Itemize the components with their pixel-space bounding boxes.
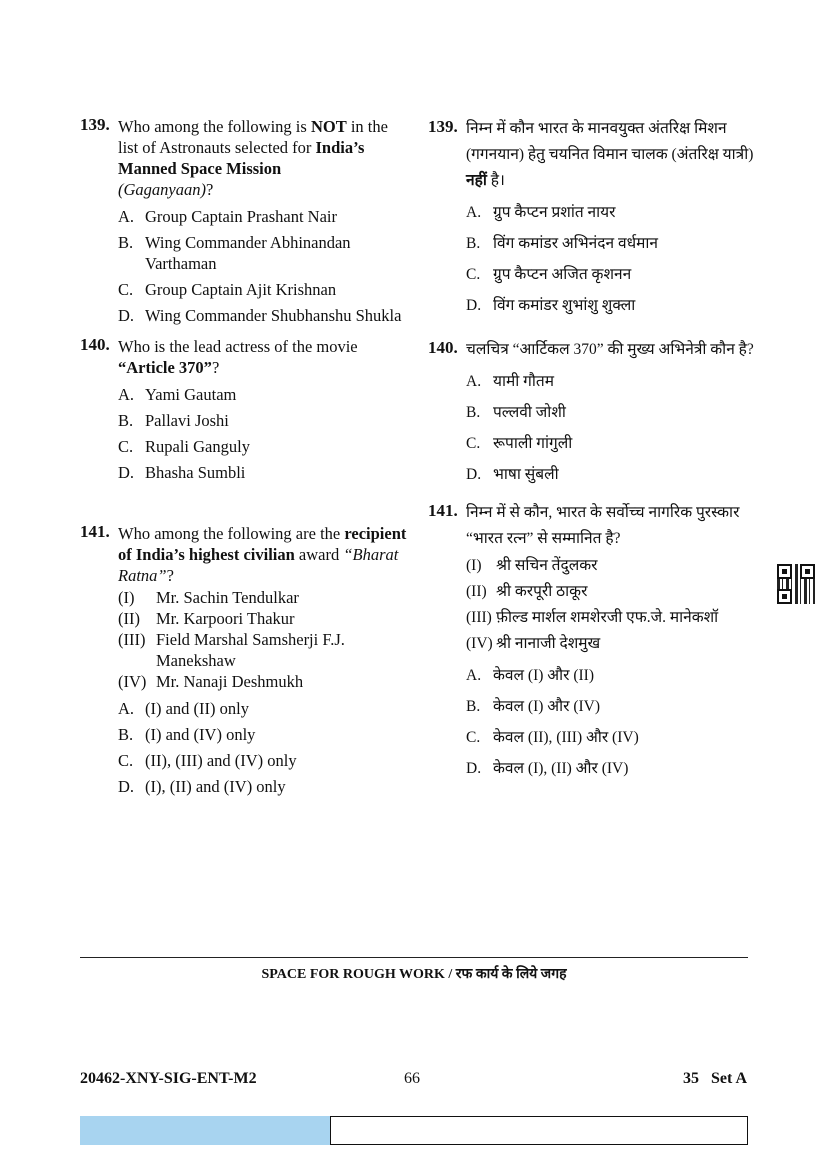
statement-list	[118, 587, 410, 692]
option-c[interactable]: C. ग्रुप कैप्टन अजित कृशनन	[466, 266, 632, 283]
question-text: निम्न में कौन भारत के मानवयुक्त अंतरिक्ष मिशन (गगनयान) हेतु चयनित विमान चालक (अंतरिक्ष यात्री) नहीं है।	[466, 120, 754, 189]
statement-item: (IV) Mr. Nanaji Deshmukh	[118, 672, 304, 691]
options-list	[118, 384, 410, 483]
option-a[interactable]: A. Group Captain Prashant Nair	[118, 207, 337, 226]
option-c[interactable]: C. केवल (II), (III) और (IV)	[466, 729, 639, 746]
option-a[interactable]: A. यामी गौतम	[466, 373, 555, 390]
option-c[interactable]: C. Rupali Ganguly	[118, 437, 250, 456]
statement-item: (IV) श्री नानाजी देशमुख	[466, 635, 601, 652]
option-b[interactable]: B. विंग कमांडर अभिनंदन वर्धमान	[466, 235, 659, 252]
option-d[interactable]: D. (I), (II) and (IV) only	[118, 777, 286, 796]
question-text: Who among the following is NOT in the list of Astronauts selected for India’s Manned Space Mission (Gaganyaan)?	[118, 117, 388, 199]
statement-item: (I) Mr. Sachin Tendulkar	[118, 588, 299, 607]
question-number: 141.	[428, 501, 458, 520]
question-139-hi	[428, 116, 758, 319]
option-c[interactable]: C. रूपाली गांगुली	[466, 435, 573, 452]
option-a[interactable]: A. Yami Gautam	[118, 385, 237, 404]
divider	[80, 957, 748, 958]
qr-finder-icon	[777, 564, 792, 579]
paper-code: 20462-XNY-SIG-ENT-M2	[80, 1070, 257, 1087]
option-a[interactable]: A. (I) and (II) only	[118, 699, 249, 718]
option-d[interactable]: D. विंग कमांडर शुभांशु शुक्ला	[466, 297, 636, 314]
page-number: 66	[404, 1070, 420, 1087]
set-info: 35 Set A	[683, 1070, 747, 1087]
qr-finder-icon	[800, 564, 815, 579]
option-b[interactable]: B. केवल (I) और (IV)	[466, 698, 601, 715]
question-139-en	[80, 116, 410, 326]
question-number: 140.	[80, 335, 110, 354]
option-d[interactable]: D. Wing Commander Shubhanshu Shukla	[118, 306, 402, 325]
options-list	[118, 698, 410, 797]
qr-finder-icon	[777, 589, 792, 604]
option-d[interactable]: D. भाषा सुंबली	[466, 466, 559, 483]
question-number: 141.	[80, 522, 110, 541]
option-c[interactable]: C. (II), (III) and (IV) only	[118, 751, 297, 770]
footer-color-bar	[80, 1116, 330, 1145]
question-number: 140.	[428, 338, 458, 357]
statement-item: (III) फ़ील्ड मार्शल शमशेरजी एफ.जे. मानेकशॉ	[466, 609, 719, 626]
statement-item: (I) श्री सचिन तेंदुलकर	[466, 557, 598, 574]
question-number: 139.	[428, 117, 458, 136]
option-b[interactable]: B. (I) and (IV) only	[118, 725, 256, 744]
question-text: निम्न में से कौन, भारत के सर्वोच्च नागरिक पुरस्कार “भारत रत्न” से सम्मानित है?	[466, 504, 740, 547]
option-a[interactable]: A. केवल (I) और (II)	[466, 667, 594, 684]
hindi-column	[428, 116, 758, 787]
question-140-en	[80, 336, 410, 483]
question-141-en	[80, 523, 410, 797]
options-list	[118, 206, 410, 326]
option-d[interactable]: D. Bhasha Sumbli	[118, 463, 246, 482]
english-column	[80, 116, 410, 802]
statement-item: (III) Field Marshal Samsherji F.J. Manekshaw	[118, 630, 345, 670]
options-list	[466, 663, 758, 782]
question-text: Who among the following are the recipient of India’s highest civilian award “Bharat Ratna”?	[118, 524, 407, 585]
qr-code-icon	[777, 564, 815, 604]
option-d[interactable]: D. केवल (I), (II) और (IV)	[466, 760, 629, 777]
rough-work-label: SPACE FOR ROUGH WORK / रफ कार्य के लिये जगह	[261, 967, 567, 982]
option-b[interactable]: B. पल्लवी जोशी	[466, 404, 566, 421]
question-text: चलचित्र “आर्टिकल 370” की मुख्य अभिनेत्री कौन है?	[466, 341, 754, 358]
statement-item: (II) Mr. Karpoori Thakur	[118, 609, 295, 628]
options-list	[466, 200, 758, 319]
footer-box	[330, 1116, 748, 1145]
statement-item: (II) श्री करपूरी ठाकूर	[466, 583, 588, 600]
options-list	[466, 369, 758, 488]
question-141-hi	[428, 500, 758, 782]
option-b[interactable]: B. Pallavi Joshi	[118, 411, 229, 430]
question-140-hi	[428, 337, 758, 488]
question-text: Who is the lead actress of the movie “Article 370”?	[118, 337, 358, 377]
option-b[interactable]: B. Wing Commander Abhinandan Varthaman	[118, 233, 351, 273]
statement-list	[466, 553, 758, 657]
question-number: 139.	[80, 115, 110, 134]
option-a[interactable]: A. ग्रुप कैप्टन प्रशांत नायर	[466, 204, 616, 221]
option-c[interactable]: C. Group Captain Ajit Krishnan	[118, 280, 337, 299]
